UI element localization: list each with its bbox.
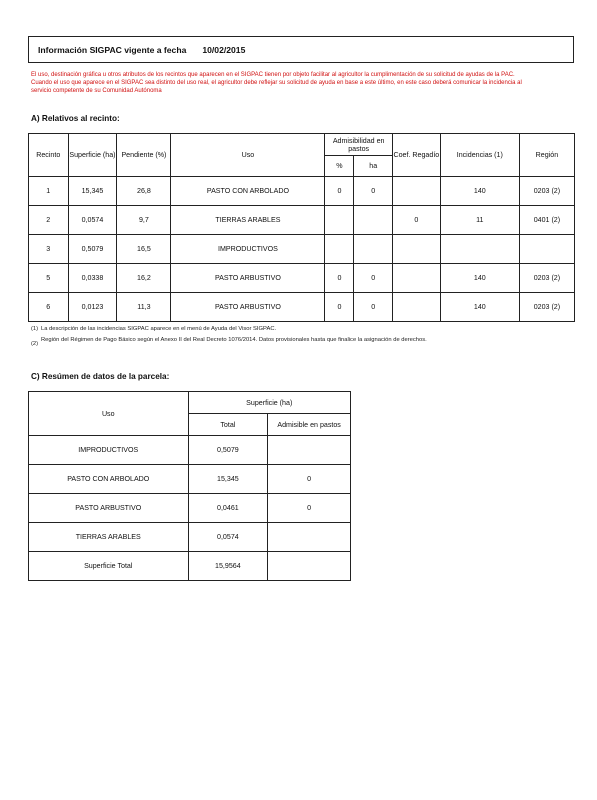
header-box [28, 36, 574, 63]
cell-region: 0401 (2) [519, 206, 574, 235]
summary-row [29, 494, 351, 523]
cell-superficie: 0,0123 [68, 293, 117, 322]
summary-row [29, 436, 351, 465]
cell-pendiente: 16,2 [117, 264, 171, 293]
table-row [29, 293, 575, 322]
cell-incidencias [440, 235, 519, 264]
summary-cell-total: 15,345 [188, 465, 268, 494]
summary-cell-admisible: 0 [268, 494, 351, 523]
summary-header-total: Total [188, 414, 268, 436]
cell-uso: IMPRODUCTIVOS [171, 235, 325, 264]
cell-uso: PASTO ARBUSTIVO [171, 293, 325, 322]
table-row [29, 206, 575, 235]
warning-text: El uso, destinación gráfica u otros atributos de los recintos que aparecen en el SIGPAC tienen por objeto facilitar al agricultor la cumplimentación de su solicitud de ayudas de la PAC. Cuando el uso que aparece en el SIGPAC sea distinto del uso real, el agricultor debe reflejar su solicitud de ayuda en base a este último, en este caso deberá comunicar la incidencia al servicio competente de su Comunidad Autónoma [31, 72, 522, 94]
summary-row [29, 523, 351, 552]
footnote-2-text: Región del Régimen de Pago Básico según el Anexo II del Real Decreto 1076/2014. Datos provisionales hasta que finalice la asignación de derechos. [41, 337, 427, 343]
cell-uso: PASTO CON ARBOLADO [171, 177, 325, 206]
summary-row [29, 552, 351, 581]
cell-coef [392, 235, 440, 264]
header-date: 10/02/2015 [202, 44, 246, 55]
col-header-superficie: Superficie (ha) [68, 134, 117, 177]
section-c-title: C) Resúmen de datos de la parcela: [31, 372, 170, 381]
cell-superficie: 15,345 [68, 177, 117, 206]
cell-incidencias: 11 [440, 206, 519, 235]
summary-header-admisible: Admisible en pastos [268, 414, 351, 436]
col-header-recinto: Recinto [29, 134, 69, 177]
summary-cell-uso: PASTO ARBUSTIVO [29, 494, 189, 523]
cell-coef: 0 [392, 206, 440, 235]
col-header-uso: Uso [171, 134, 325, 177]
summary-cell-admisible: 0 [268, 465, 351, 494]
summary-cell-total: 0,5079 [188, 436, 268, 465]
cell-pendiente: 26,8 [117, 177, 171, 206]
cell-pendiente: 11,3 [117, 293, 171, 322]
cell-pct [325, 235, 354, 264]
summary-row [29, 465, 351, 494]
cell-region: 0203 (2) [519, 293, 574, 322]
cell-superficie: 0,0338 [68, 264, 117, 293]
cell-ha: 0 [354, 177, 392, 206]
cell-recinto: 3 [29, 235, 69, 264]
cell-region [519, 235, 574, 264]
cell-recinto: 6 [29, 293, 69, 322]
footnote-1-num: (1) [31, 326, 39, 332]
summary-cell-admisible [268, 523, 351, 552]
summary-header-superficie: Superficie (ha) [188, 392, 351, 414]
cell-recinto: 2 [29, 206, 69, 235]
cell-coef [392, 177, 440, 206]
cell-uso: TIERRAS ARABLES [171, 206, 325, 235]
footnote-1-text: La descripción de las incidencias SIGPAC aparece en el menú de Ayuda del Visor SIGPAC. [41, 326, 277, 332]
col-header-region: Región [519, 134, 574, 177]
footnote-1 [31, 326, 276, 333]
cell-incidencias: 140 [440, 293, 519, 322]
cell-region: 0203 (2) [519, 177, 574, 206]
cell-pendiente: 16,5 [117, 235, 171, 264]
recinto-table [28, 133, 575, 322]
col-header-admisibilidad: Admisibilidad en pastos [325, 134, 393, 156]
cell-pct [325, 206, 354, 235]
cell-ha: 0 [354, 293, 392, 322]
summary-table [28, 391, 351, 581]
cell-pct: 0 [325, 293, 354, 322]
cell-incidencias: 140 [440, 264, 519, 293]
cell-superficie: 0,5079 [68, 235, 117, 264]
cell-ha: 0 [354, 264, 392, 293]
col-header-coef: Coef. Regadío [392, 134, 440, 177]
cell-ha [354, 206, 392, 235]
table-row [29, 264, 575, 293]
summary-header-uso: Uso [29, 392, 189, 436]
cell-recinto: 1 [29, 177, 69, 206]
table-row [29, 235, 575, 264]
cell-coef [392, 264, 440, 293]
summary-cell-admisible [268, 436, 351, 465]
summary-cell-uso: TIERRAS ARABLES [29, 523, 189, 552]
footnote-2-num: (2) [31, 341, 39, 347]
summary-cell-uso: IMPRODUCTIVOS [29, 436, 189, 465]
cell-superficie: 0,0574 [68, 206, 117, 235]
cell-coef [392, 293, 440, 322]
section-a-title: A) Relativos al recinto: [31, 114, 120, 123]
col-header-pct: % [325, 156, 354, 177]
cell-region: 0203 (2) [519, 264, 574, 293]
cell-uso: PASTO ARBUSTIVO [171, 264, 325, 293]
cell-recinto: 5 [29, 264, 69, 293]
cell-ha [354, 235, 392, 264]
footnote-2 [31, 337, 471, 348]
summary-cell-uso: PASTO CON ARBOLADO [29, 465, 189, 494]
summary-cell-uso: Superficie Total [29, 552, 189, 581]
summary-cell-admisible [268, 552, 351, 581]
cell-pendiente: 9,7 [117, 206, 171, 235]
summary-cell-total: 0,0574 [188, 523, 268, 552]
col-header-ha: ha [354, 156, 392, 177]
col-header-pendiente: Pendiente (%) [117, 134, 171, 177]
table-row [29, 177, 575, 206]
cell-incidencias: 140 [440, 177, 519, 206]
summary-cell-total: 15,9564 [188, 552, 268, 581]
cell-pct: 0 [325, 177, 354, 206]
cell-pct: 0 [325, 264, 354, 293]
header-title: Información SIGPAC vigente a fecha [38, 44, 187, 55]
col-header-incidencias: Incidencias (1) [440, 134, 519, 177]
summary-cell-total: 0,0461 [188, 494, 268, 523]
